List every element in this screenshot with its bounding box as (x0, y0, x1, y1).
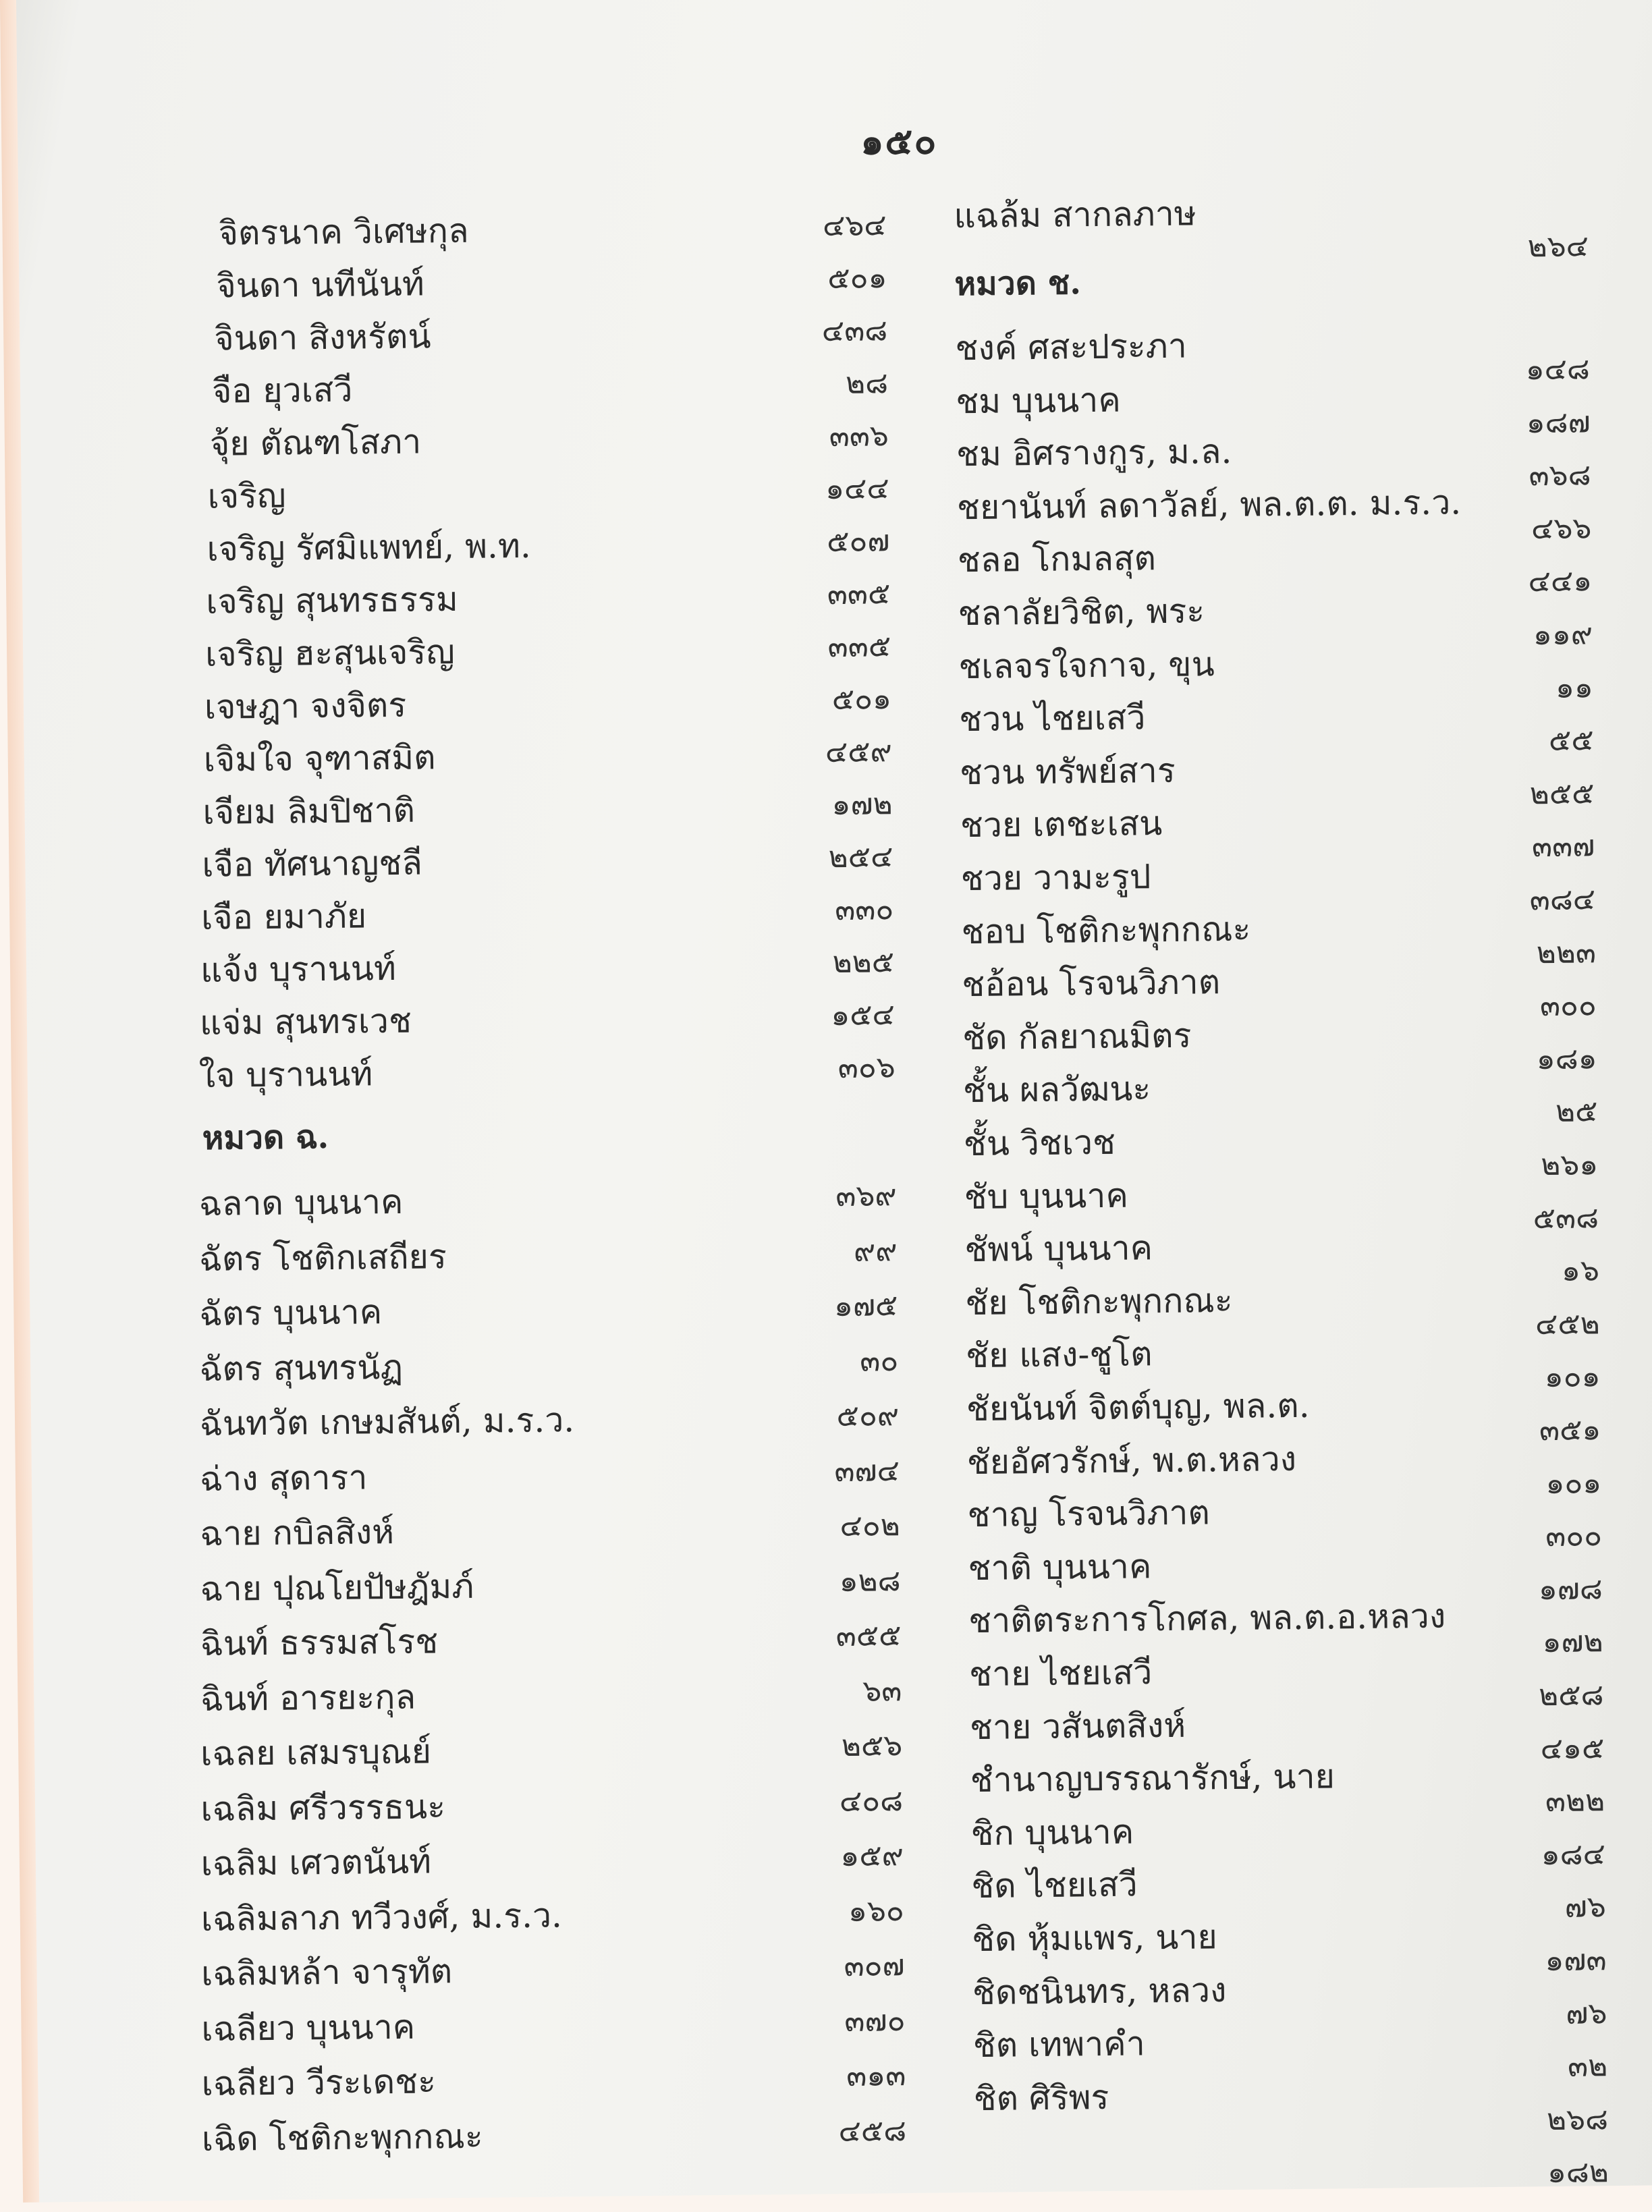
index-entry-page: ๑๖ (1561, 1253, 1600, 1289)
index-entry-name: เจริญ (207, 476, 286, 516)
index-entry-name: ชงค์ ศสะประภา (955, 326, 1188, 368)
index-entry-name: เจือ ทัศนาญชลี (202, 843, 423, 885)
index-entry-page: ๔๕๒ (1535, 1306, 1600, 1342)
index-entry-name: ฉาย ปุณโยปัษฎัมภ์ (200, 1566, 474, 1609)
index-entry-name: เจิมใจ จุฑาสมิต (203, 738, 436, 779)
index-entry-page: ๓๐๗ (844, 1948, 905, 1984)
index-entry-page: ๑๗๕ (833, 1288, 898, 1324)
index-entry-name: ฉันทวัต เกษมสันต์, ม.ร.ว. (199, 1400, 575, 1444)
index-entry-name: จือ ยุวเสวี (211, 370, 353, 411)
index-entry-page: ๒๘ (845, 366, 889, 401)
index-entry-page: ๕๐๗ (826, 524, 890, 559)
index-entry-page: ๔๐๘ (839, 1783, 904, 1819)
index-entry-name: เจือ ยมาภัย (200, 896, 367, 937)
index-entry-page: ๓๖๘ (1529, 458, 1591, 493)
index-entry-page: ๓๑๓ (846, 2058, 906, 2094)
index-entry-name: ชัยอัศวรักษ์, พ.ต.หลวง (966, 1439, 1297, 1482)
index-entry-name: จิตรนาค วิเศษกุล (218, 211, 469, 253)
index-entry-page: ๑๐๑ (1545, 1465, 1602, 1501)
index-entry-name: ฉัตร บุนนาค (198, 1292, 383, 1334)
index-entry-name: แจ้ง บุรานนท์ (200, 948, 397, 990)
index-entry-page: ๔๑๕ (1540, 1730, 1605, 1766)
index-entry-page: ๑๔๔ (825, 471, 889, 507)
index-entry-page: ๕๐๑ (831, 682, 892, 717)
index-entry-name: ชิต ศิริพร (973, 2077, 1109, 2118)
index-entry-page: ๑๗๓ (1545, 1943, 1607, 1979)
index-entry-name: ชัยนันท์ จิตต์บุญ, พล.ต. (966, 1385, 1310, 1429)
index-entry-name: ชิด ไชยเสวี (971, 1864, 1138, 1906)
index-entry-name: ชวน ไชยเสวี (958, 698, 1146, 740)
index-entry-page: ๓๓๕ (827, 629, 891, 665)
index-entry-name: เฉลย เสมรบุณย์ (200, 1732, 432, 1774)
index-entry-page: ๙๙ (853, 1233, 898, 1269)
index-entry-page: ๒๖๘ (1546, 2102, 1609, 2137)
index-entry-page: ๑๐๑ (1544, 1359, 1601, 1395)
index-entry-name: ชาติ บุนนาค (968, 1547, 1152, 1588)
index-entry-page: ๔๓๘ (821, 313, 888, 349)
index-entry-page: ๓๐๖ (837, 1050, 896, 1086)
index-entry-name: ชลาลัยวิชิต, พระ (958, 591, 1205, 634)
index-entry-name: จินดา นทีนันท์ (216, 264, 425, 306)
index-entry-page: ๒๒๓ (1536, 935, 1597, 970)
section-heading: หมวด ฉ. (202, 1117, 329, 1157)
index-entry-page: ๓๕๑ (1539, 1412, 1601, 1448)
index-entry-name: ชั้น ผลวัฒนะ (962, 1069, 1151, 1111)
index-entry-name: ชเลจรใจกาจ, ขุน (958, 644, 1215, 686)
index-entry-page: ๕๓๘ (1533, 1200, 1599, 1236)
index-entry-name: ใจ บุรานนท์ (198, 1054, 373, 1095)
index-entry-name: เจียม ลิมปิชาติ (202, 790, 416, 832)
index-entry-name: แฉล้ม สากลภาษ (954, 194, 1196, 236)
index-entry-page: ๔๕๙ (825, 734, 893, 770)
index-entry-name: ชิด หุ้มแพร, นาย (971, 1917, 1218, 1960)
index-entry-name: เจษฎา จงจิตร (204, 685, 407, 727)
index-entry-page: ๓๗๐ (844, 2003, 906, 2039)
index-entry-page: ๓๗๔ (834, 1453, 900, 1489)
index-entry-name: เฉลิมลาภ ทวีวงศ์, ม.ร.ว. (200, 1895, 563, 1939)
index-entry-name: ชาติตระการโกศล, พล.ต.อ.หลวง (968, 1597, 1446, 1641)
index-entry-page: ๑๕๔ (831, 997, 896, 1033)
index-entry-page: ๑๔๘ (1525, 352, 1591, 387)
index-entry-page: ๓๓๐ (834, 892, 894, 928)
index-entry-name: ชอบ โชติกะพุกกณะ (961, 909, 1251, 951)
index-entry-page: ๑๘๔ (1541, 1837, 1606, 1873)
index-entry-page: ๑๖๐ (848, 1893, 904, 1929)
index-entry-name: ชำนาญบรรณารักษ์, นาย (970, 1757, 1336, 1800)
index-entry-name: เฉลียว วีระเดชะ (201, 2062, 437, 2104)
index-entry-page: ๒๖๔ (1527, 229, 1589, 265)
index-entry-page: ๒๖๑ (1541, 1147, 1599, 1183)
index-entry-name: ชั้น วิชเวช (963, 1122, 1116, 1164)
index-entry-page: ๕๕ (1548, 723, 1594, 758)
index-entry-name: ชัพน์ บุนนาค (964, 1228, 1153, 1270)
index-entry-page: ๑๗๒ (831, 787, 893, 823)
index-entry-page: ๔๖๔ (822, 208, 887, 244)
index-entry-name: ฉลาด บุนนาค (198, 1182, 404, 1224)
index-entry-page: ๓๐๐ (1539, 988, 1597, 1024)
index-entry-name: ชัย แสง-ชูโต (965, 1334, 1153, 1376)
index-entry-name: ชิต เทพาคำ (972, 2024, 1146, 2066)
index-entry-page: ๓๓๕ (827, 576, 891, 612)
index-entry-name: แจ่ม สุนทรเวช (199, 1001, 412, 1043)
index-entry-name: เฉลิม เศวตนันท์ (200, 1842, 432, 1884)
index-entry-name: เจริญ รัศมิแพทย์, พ.ท. (206, 526, 532, 569)
index-entry-name: เฉิด โชติกะพุกกณะ (201, 2116, 483, 2159)
index-entry-page: ๑๘๑ (1536, 1041, 1597, 1077)
index-entry-name: ฉินท์ ธรรมสโรช (200, 1622, 439, 1664)
index-entry-page: ๑๘๗ (1526, 404, 1591, 440)
index-entry-name: ฉินท์ อารยะกุล (200, 1677, 416, 1719)
index-entry-name: ชวย วามะรูป (960, 857, 1151, 899)
index-entry-page: ๑๗๒ (1542, 1624, 1603, 1660)
index-entry-page: ๓๐๐ (1545, 1518, 1603, 1554)
index-entry-name: เฉลิมหล้า จารุทัต (200, 1952, 453, 1994)
index-entry-name: ชาย วสันตสิงห์ (969, 1705, 1186, 1747)
index-entry-name: ชับ บุนนาค (964, 1176, 1129, 1217)
index-entry-name: ชลอ โกมลสุต (957, 538, 1157, 580)
index-entry-page: ๔๔๑ (1528, 563, 1593, 599)
index-entry-page: ๔๐๒ (839, 1508, 901, 1544)
index-entry-name: ชิก บุนนาค (970, 1812, 1134, 1853)
index-entry-page: ๓๒ (1567, 2049, 1608, 2084)
index-entry-page: ๒๒๕ (832, 945, 895, 980)
index-entry-page: ๓๒๒ (1545, 1784, 1605, 1819)
index-entry-page: ๒๕๖ (841, 1728, 903, 1764)
index-entry-name: ฉัตร โชติกเสถียร (198, 1236, 447, 1279)
index-entry-page: ๓๖๙ (835, 1178, 897, 1214)
index-entry-page: ๗๖ (1566, 1995, 1607, 2031)
index-entry-name: เจริญ ฮะสุนเจริญ (204, 632, 456, 674)
index-entry-page: ๓๐ (859, 1343, 899, 1379)
section-heading: หมวด ช. (954, 264, 1082, 304)
index-entry-name: ชอ้อน โรจนวิภาต (962, 962, 1221, 1005)
index-entry-name: จินดา สิงหรัตน์ (213, 316, 431, 358)
index-entry-name: ชวย เตชะเสน (960, 804, 1163, 846)
index-entry-page: ๒๕๘ (1538, 1678, 1604, 1713)
index-entry-name: ชาญ โรจนวิภาต (967, 1493, 1211, 1535)
index-entry-page: ๑๑๙ (1533, 617, 1593, 653)
index-entry-page: ๑๑ (1555, 669, 1594, 705)
index-entry-page: ๓๓๗ (1531, 829, 1595, 864)
index-entry-name: เจริญ สุนทรธรรม (206, 579, 459, 621)
page-edge (0, 0, 39, 2203)
index-entry-page: ๒๕๕ (1529, 776, 1595, 812)
index-entry-name: ฉาย กบิลสิงห์ (199, 1512, 395, 1554)
index-entry-page: ๑๒๘ (839, 1563, 901, 1599)
index-entry-page: ๔๖๖ (1531, 511, 1592, 547)
index-entry-page: ๓๓๖ (829, 418, 889, 454)
index-entry-page: ๑๗๘ (1538, 1572, 1603, 1607)
index-entry-page: ๕๐๑ (827, 260, 887, 296)
index-entry-page: ๑๕๙ (840, 1838, 904, 1874)
index-entry-name: ชาย ไชยเสวี (968, 1653, 1153, 1694)
index-entry-page: ๓๕๕ (835, 1618, 902, 1654)
index-entry-name: ชม อิศรางกูร, ม.ล. (956, 432, 1232, 474)
index-entry-page: ๒๕ (1555, 1094, 1598, 1130)
index-entry-name: ชวน ทรัพย์สาร (959, 750, 1176, 792)
index-entry-name: จุ้ย ตัณฑโสภา (209, 422, 422, 464)
index-entry-name: ชัด กัลยาณมิตร (962, 1016, 1192, 1057)
index-entry-name: เฉลิม ศรีวรรธนะ (200, 1786, 446, 1829)
index-entry-page: ๑๘๒ (1547, 2155, 1609, 2190)
index-entry-name: ชม บุนนาค (956, 380, 1122, 421)
index-entry-name: เฉลียว บุนนาค (201, 2007, 416, 2049)
index-entry-page: ๕๐๙ (836, 1398, 900, 1434)
index-entry-page: ๖๓ (862, 1673, 902, 1709)
index-entry-name: ชยานันท์ ลดาวัลย์, พล.ต.ต. ม.ร.ว. (956, 482, 1462, 527)
index-entry-page: ๒๕๔ (828, 839, 893, 875)
index-entry-name: ฉ่าง สุดารา (199, 1457, 368, 1499)
index-entry-page: ๓๘๔ (1529, 882, 1596, 918)
page-number: ๑๕๐ (860, 119, 938, 163)
index-entry-page: ๗๖ (1564, 1889, 1606, 1925)
index-entry-name: ชัย โชติกะพุกกณะ (964, 1280, 1233, 1323)
index-entry-name: ฉัตร สุนทรนัฏ (199, 1347, 404, 1389)
index-entry-name: ชิดชนินทร, หลวง (972, 1970, 1227, 2012)
index-entry-page: ๔๕๘ (838, 2113, 907, 2149)
